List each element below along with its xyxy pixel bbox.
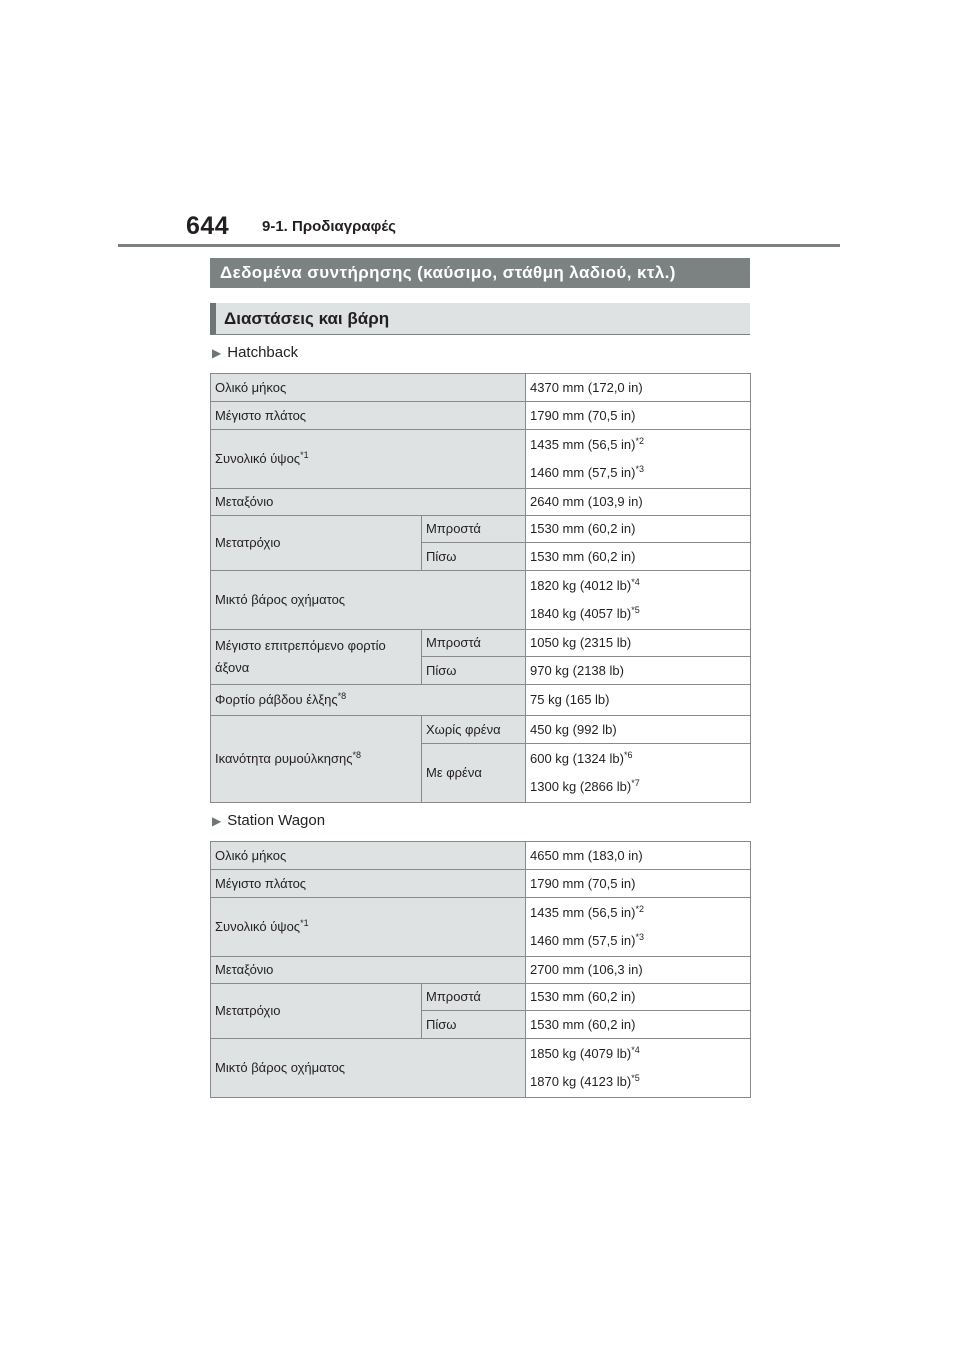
row-value: 4650 mm (183,0 in) [526, 842, 751, 870]
row-value: 1435 mm (56,5 in)$^{*2}$ 1460 mm (57,5 in)$^{*3}$ [526, 898, 751, 957]
sub-label: Πίσω [422, 657, 526, 685]
station-wagon-spec-table [210, 841, 751, 1098]
row-label: Μεταξόνιο [211, 957, 526, 984]
sub-label: Χωρίς φρένα [422, 716, 526, 744]
table-row [211, 430, 751, 489]
table-row [211, 685, 751, 716]
section-reference: 9-1. Προδιαγραφές [262, 218, 396, 235]
row-value: 1790 mm (70,5 in) [526, 402, 751, 430]
variant-title: Hatchback [227, 344, 299, 361]
row-value: 450 kg (992 lb) [526, 716, 751, 744]
row-value: 1435 mm (56,5 in)$^{*2}$ 1460 mm (57,5 in)$^{*3}$ [526, 430, 751, 489]
sub-label: Πίσω [422, 543, 526, 571]
row-value: 1530 mm (60,2 in) [526, 1011, 751, 1039]
sub-label: Πίσω [422, 1011, 526, 1039]
table-row [211, 571, 751, 630]
row-label: Μικτό βάρος οχήματος [211, 1039, 526, 1098]
section-banner: Δεδομένα συντήρησης (καύσιμο, στάθμη λαδιού, κτλ.) [210, 258, 750, 288]
table-row [211, 489, 751, 516]
variant-heading-station-wagon [212, 811, 325, 831]
row-label: Μέγιστο πλάτος [211, 402, 526, 430]
sub-label: Με φρένα [422, 744, 526, 803]
row-label: Μέγιστο επιτρεπόμενο φορτίο άξονα [211, 630, 422, 685]
row-label: Συνολικό ύψος$^{*1}$ [211, 898, 526, 957]
row-label: Μικτό βάρος οχήματος [211, 571, 526, 630]
row-value: 1530 mm (60,2 in) [526, 543, 751, 571]
variant-heading-hatchback [212, 343, 298, 363]
table-row [211, 716, 751, 744]
sub-label: Μπροστά [422, 630, 526, 657]
row-value: 1790 mm (70,5 in) [526, 870, 751, 898]
row-label: Ολικό μήκος [211, 842, 526, 870]
row-value: 1050 kg (2315 lb) [526, 630, 751, 657]
table-row [211, 630, 751, 657]
table-row [211, 898, 751, 957]
table-row [211, 842, 751, 870]
header-divider [118, 244, 840, 247]
triangle-right-icon: ▶ [212, 346, 222, 360]
table-row [211, 984, 751, 1011]
row-label: Μεταξόνιο [211, 489, 526, 516]
row-value: 970 kg (2138 lb) [526, 657, 751, 685]
row-value: 75 kg (165 lb) [526, 685, 751, 716]
row-label: Συνολικό ύψος$^{*1}$ [211, 430, 526, 489]
table-row [211, 957, 751, 984]
sub-label: Μπροστά [422, 984, 526, 1011]
table-row [211, 374, 751, 402]
subheading: Διαστάσεις και βάρη [210, 303, 750, 335]
row-label: Ικανότητα ρυμούλκησης$^{*8}$ [211, 716, 422, 803]
row-value: 1530 mm (60,2 in) [526, 516, 751, 543]
hatchback-spec-table [210, 373, 751, 803]
table-row [211, 870, 751, 898]
row-label: Μετατρόχιο [211, 984, 422, 1039]
row-value: 2640 mm (103,9 in) [526, 489, 751, 516]
row-label: Ολικό μήκος [211, 374, 526, 402]
row-value: 600 kg (1324 lb)$^{*6}$ 1300 kg (2866 lb)$^{*7}$ [526, 744, 751, 803]
row-value: 1820 kg (4012 lb)$^{*4}$ 1840 kg (4057 lb)$^{*5}$ [526, 571, 751, 630]
row-value: 4370 mm (172,0 in) [526, 374, 751, 402]
triangle-right-icon: ▶ [212, 814, 222, 828]
row-value: 1530 mm (60,2 in) [526, 984, 751, 1011]
page-number: 644 [186, 212, 230, 240]
row-label: Μέγιστο πλάτος [211, 870, 526, 898]
table-row [211, 1039, 751, 1098]
row-value: 2700 mm (106,3 in) [526, 957, 751, 984]
row-value: 1850 kg (4079 lb)$^{*4}$ 1870 kg (4123 lb)$^{*5}$ [526, 1039, 751, 1098]
row-label: Μετατρόχιο [211, 516, 422, 571]
sub-label: Μπροστά [422, 516, 526, 543]
variant-title: Station Wagon [227, 812, 326, 829]
row-label: Φορτίο ράβδου έλξης$^{*8}$ [211, 685, 526, 716]
table-row [211, 516, 751, 543]
table-row [211, 402, 751, 430]
